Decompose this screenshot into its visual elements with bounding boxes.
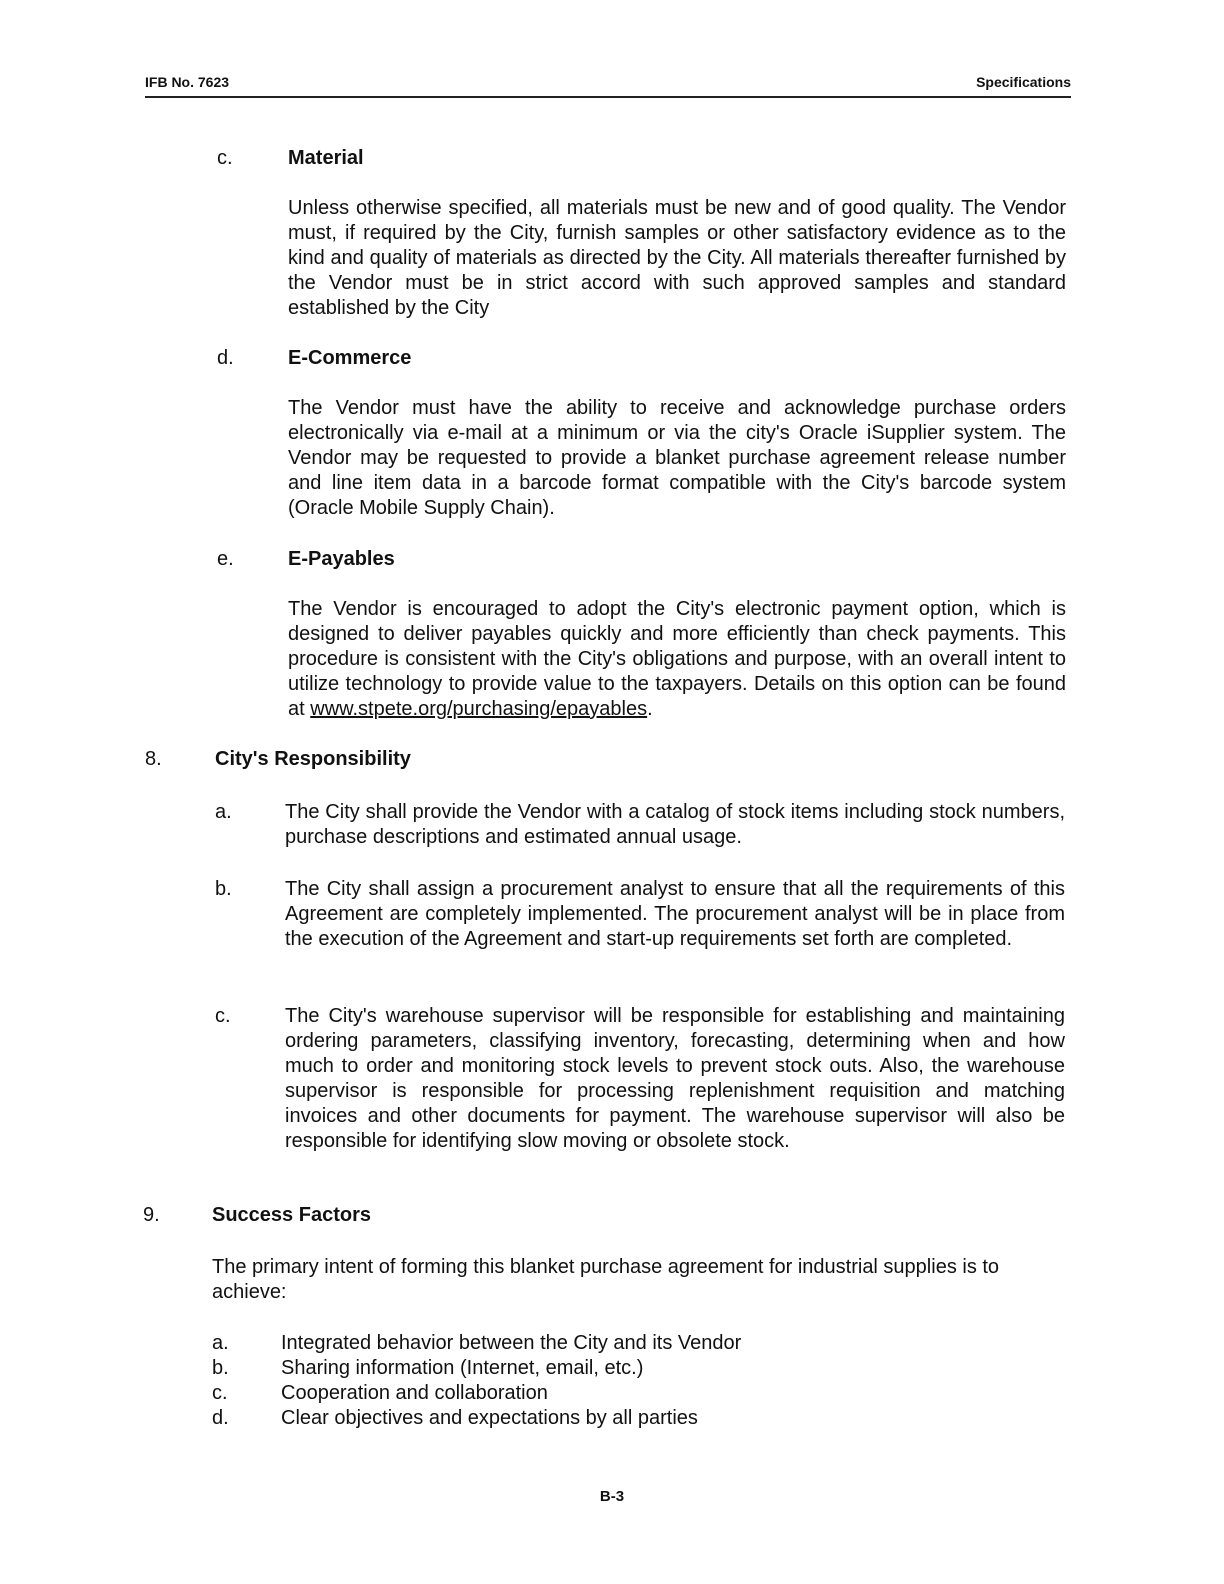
section-d-paragraph: The Vendor must have the ability to receive and acknowledge purchase orders electronically via e-mail at a minimum or via the city's Oracle iSupplier system. The Vendor may be requested to provide a blanket purchase agreement release number and line item data in a barcode format compatible with the City's barcode system (Oracle Mobile Supply Chain).	[288, 397, 1066, 519]
section-8c-marker: c.	[215, 1005, 231, 1027]
section-8c-paragraph: The City's warehouse supervisor will be responsible for establishing and maintaining ordering parameters, classifying inventory, forecasting, determining when and how much to order and monitoring stock levels to prevent stock outs. Also, the warehouse supervisor is responsible for processing replenishment requisition and matching invoices and other documents for payment. The warehouse supervisor will also be responsible for identifying slow moving or obsolete stock.	[285, 1005, 1065, 1152]
section-c-heading: Material	[288, 147, 364, 169]
section-9-marker: 9.	[143, 1204, 160, 1226]
section-8b-marker: b.	[215, 878, 232, 900]
list-marker: b.	[212, 1357, 229, 1379]
list-item-text: Clear objectives and expectations by all parties	[281, 1407, 698, 1429]
section-8a-marker: a.	[215, 801, 232, 823]
section-d-marker: d.	[217, 347, 234, 369]
section-8-marker: 8.	[145, 748, 162, 770]
list-item-text: Integrated behavior between the City and its Vendor	[281, 1332, 742, 1354]
list-marker: d.	[212, 1407, 229, 1429]
epayables-link[interactable]: www.stpete.org/purchasing/epayables	[310, 698, 648, 720]
section-8b-paragraph: The City shall assign a procurement analyst to ensure that all the requirements of this Agreement are completely implemented. The procurement analyst will be in place from the execution of the Agreement and start-up requirements set forth are completed.	[285, 878, 1065, 950]
header-section-label: Specifications	[976, 74, 1071, 90]
page-number: B-3	[599, 1488, 625, 1505]
section-c-marker: c.	[217, 147, 233, 169]
section-e-text: The Vendor is encouraged to adopt the City's electronic payment option, which is designed to deliver payables quickly and more efficiently than check payments. This procedure is consistent with the City's obligations and purpose, with an overall intent to utilize technology to provide value to the taxpayers. Details on this option can be found at	[288, 598, 1066, 720]
section-d-heading: E-Commerce	[288, 347, 412, 369]
list-item-text: Cooperation and collaboration	[281, 1382, 548, 1404]
section-e-text-end: .	[647, 698, 653, 720]
section-c-paragraph: Unless otherwise specified, all materials must be new and of good quality. The Vendor must, if required by the City, furnish samples or other satisfactory evidence as to the kind and quality of materials as directed by the City. All materials thereafter furnished by the Vendor must be in strict accord with such approved samples and standard established by the City	[288, 197, 1066, 319]
section-8a-paragraph: The City shall provide the Vendor with a catalog of stock items including stock numbers, purchase descriptions and estimated annual usage.	[285, 801, 1065, 848]
section-e-heading: E-Payables	[288, 548, 395, 570]
section-e-marker: e.	[217, 548, 234, 570]
ifb-number: IFB No. 7623	[145, 74, 230, 90]
section-9-intro: The primary intent of forming this blanket purchase agreement for industrial supplies is to achieve:	[212, 1256, 1000, 1303]
page-header	[145, 72, 1071, 98]
list-marker: c.	[212, 1382, 228, 1404]
section-8-heading: City's Responsibility	[215, 748, 411, 770]
list-item-text: Sharing information (Internet, email, etc.)	[281, 1357, 644, 1379]
list-marker: a.	[212, 1332, 229, 1354]
section-e-paragraph	[288, 597, 1066, 722]
section-9-heading: Success Factors	[212, 1204, 371, 1226]
